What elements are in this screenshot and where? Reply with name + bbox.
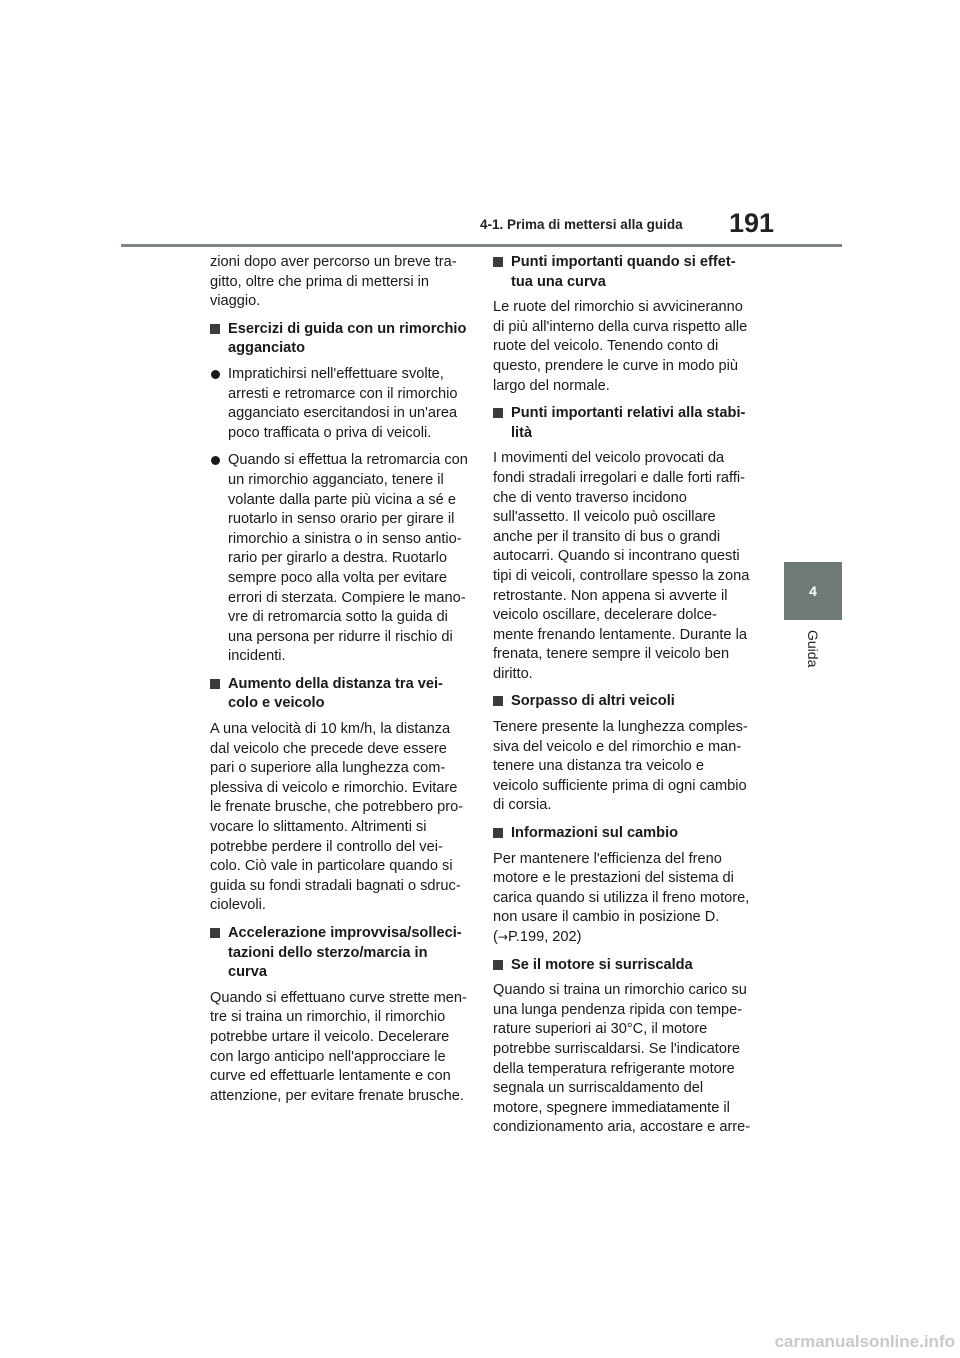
- heading-sudden-acceleration: Accelerazione improvvisa/solleci-tazioni dello sterzo/marcia in curva: [210, 924, 468, 983]
- heading-overheating: Se il motore si surriscalda: [493, 956, 751, 976]
- ref-open-paren: (: [493, 929, 498, 945]
- heading-transmission: Informazioni sul cambio: [493, 824, 751, 844]
- right-column: [493, 253, 751, 1146]
- chapter-label: Guida: [805, 630, 821, 668]
- paragraph-overheating: Quando si traina un rimorchio carico su una lunga pendenza ripida con tempe-rature superiori ai 30°C, il motore potrebbe surriscaldarsi. Se l'indicatore della temperatura refrigerante motore segnala un surriscaldamento del motore, spegnere immediatamente il condizionamento aria, accostare e arre-: [493, 982, 751, 1136]
- left-column: [210, 253, 468, 1114]
- arrow-right-icon: →: [497, 930, 508, 944]
- chapter-number: 4: [809, 583, 817, 599]
- paragraph-stability: I movimenti del veicolo provocati da fondi stradali irregolari e dalle forti raffi-che di vento traverso incidono sull'assetto. Il veicolo può oscillare anche per il transito di bus o grandi autocarri. Quando si incontrano questi tipi di veicoli, controllare spesso la zona retrostante. Non appena si avverte il veicolo oscillare, decelerare dolce-mente frenando lentamente. Durante la frenata, tenere sempre il veicolo ben diritto.: [493, 450, 750, 682]
- page-reference-link[interactable]: [493, 929, 582, 945]
- paragraph-sudden-acceleration: Quando si effettuano curve strette men-tre si traina un rimorchio, il rimorchio potrebbe urtare il veicolo. Decelerare con largo anticipo nell'approcciare le curve ed effettuarle lentamente e con attenzione, per evitare frenate brusche.: [210, 989, 467, 1104]
- watermark: carmanualsonline.info: [774, 1332, 955, 1351]
- heading-practice-driving: Esercizi di guida con un rimorchio agganciato: [210, 320, 468, 359]
- paragraph-overtaking: Tenere presente la lunghezza comples-siva del veicolo e del rimorchio e man-tenere una distanza tra veicolo e veicolo sufficiente prima di ogni cambio di corsia.: [493, 719, 748, 814]
- paragraph-turning: Le ruote del rimorchio si avvicineranno di più all'interno della curva rispetto alle ruote del veicolo. Tenendo conto di questo, prendere le curve in modo più largo del normale.: [493, 299, 748, 394]
- section-title: 4-1. Prima di mettersi alla guida: [480, 217, 683, 232]
- heading-overtaking: Sorpasso di altri veicoli: [493, 692, 751, 712]
- heading-turning: Punti importanti quando si effet-tua una curva: [493, 253, 751, 292]
- paragraph-transmission: [493, 850, 751, 948]
- chapter-label-container: [786, 630, 840, 690]
- header-divider: [121, 244, 842, 247]
- chapter-tab[interactable]: [784, 562, 842, 620]
- intro-paragraph: zioni dopo aver percorso un breve tra-gitto, oltre che prima di mettersi in viaggio.: [210, 254, 457, 310]
- transmission-text: Per mantenere l'efficienza del freno motore e le prestazioni del sistema di carica quando si utilizza il freno motore, non usare il cambio in posizione D.: [493, 850, 750, 926]
- heading-stability: Punti importanti relativi alla stabi-lità: [493, 404, 751, 443]
- ref-pages: P.199, 202): [507, 929, 582, 945]
- paragraph-following-distance: A una velocità di 10 km/h, la distanza dal veicolo che precede deve essere pari o superiore alla lunghezza com-plessiva di veicolo e rimorchio. Evitare le frenate brusche, che potrebbero pro-vocare lo slittamento. Altrimenti si potrebbe perdere il controllo del vei-colo. Ciò vale in particolare quando si guida su fondi stradali bagnati o sdruc-ciolevoli.: [210, 721, 464, 914]
- page-number: 191: [729, 208, 775, 238]
- heading-following-distance: Aumento della distanza tra vei-colo e veicolo: [210, 675, 468, 714]
- bullet-reversing: Quando si effettua la retromarcia con un rimorchio agganciato, tenere il volante dalla parte più vicina a sé e ruotarlo in senso orario per girare il rimorchio a sinistra o in senso antio-rario per girarlo a destra. Ruotarlo sempre poco alla volta per evitare errori di sterzata. Compiere le mano-vre di retromarcia sotto la guida di una persona per ridurre il rischio di incidenti.: [210, 451, 468, 667]
- bullet-practice-turns: Impratichirsi nell'effettuare svolte, arresti e retromarce con il rimorchio agganciato esercitandosi in un'area poco trafficata o priva di veicoli.: [210, 365, 468, 443]
